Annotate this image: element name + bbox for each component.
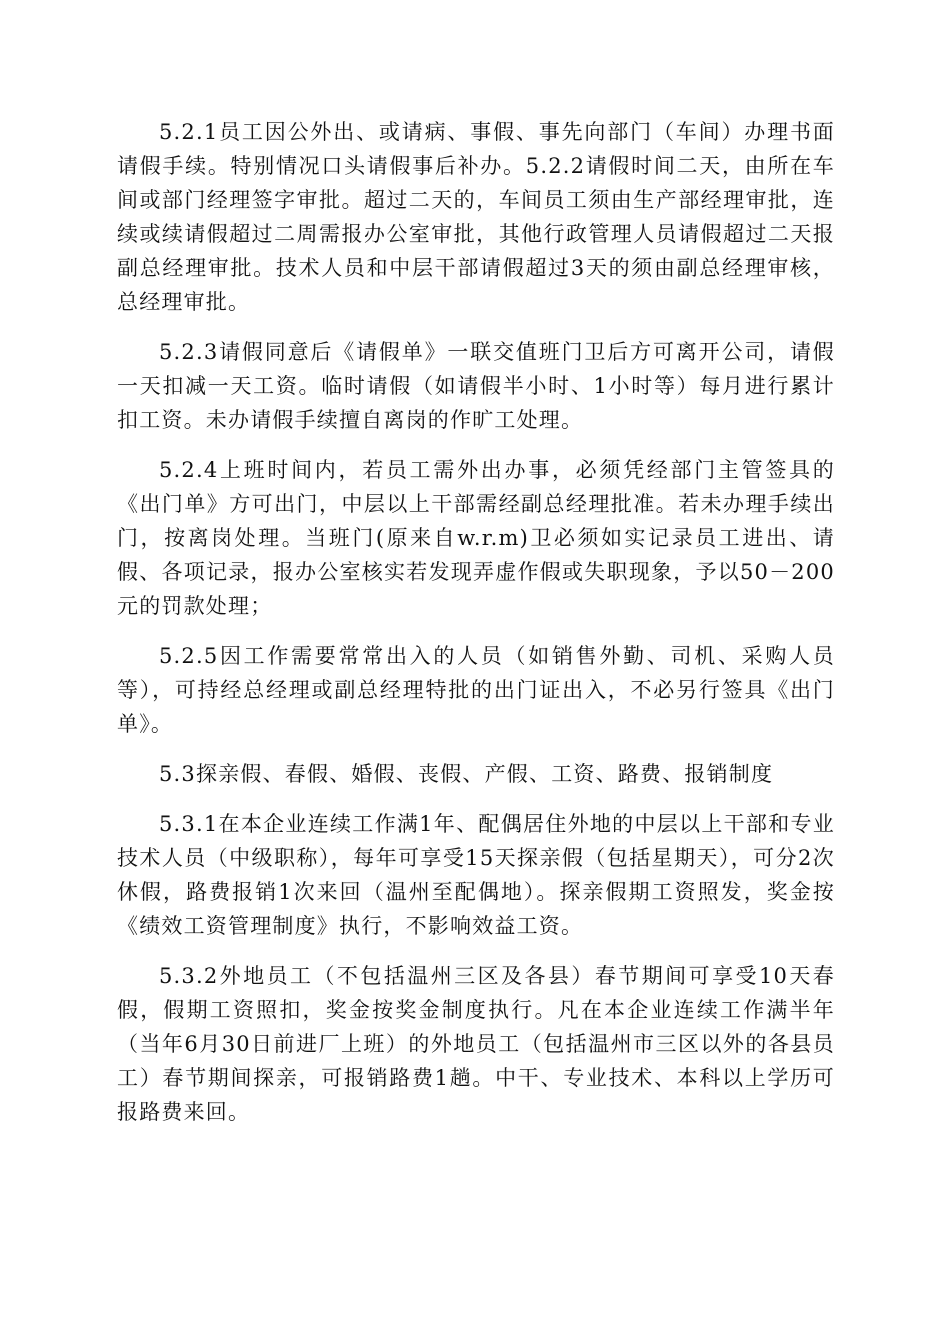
section-heading-5-3: 5.3探亲假、春假、婚假、丧假、产假、工资、路费、报销制度 (159, 762, 774, 786)
paragraph-5-2-5: 5.2.5因工作需要常常出入的人员（如销售外勤、司机、采购人员等），可持经总经理或副总经理特批的出门证出入，不必另行签具《出门单》。 (117, 644, 835, 736)
document-body (117, 115, 835, 1145)
paragraph-5-2-3: 5.2.3请假同意后《请假单》一联交值班门卫后方可离开公司，请假一天扣减一天工资。临时请假（如请假半小时、1小时等）每月进行累计扣工资。未办请假手续擅自离岗的作旷工处理。 (117, 340, 835, 432)
paragraph-5-2-1: 5.2.1员工因公外出、或请病、事假、事先向部门（车间）办理书面请假手续。特别情况口头请假事后补办。5.2.2请假时间二天，由所在车间或部门经理签字审批。超过二天的，车间员工须由生产部经理审批，连续或续请假超过二周需报办公室审批，其他行政管理人员请假超过二天报副总经理审批。技术人员和中层干部请假超过3天的须由副总经理审核，总经理审批。 (117, 120, 835, 314)
paragraph-5-3-1: 5.3.1在本企业连续工作满1年、配偶居住外地的中层以上干部和专业技术人员（中级职称），每年可享受15天探亲假（包括星期天），可分2次休假，路费报销1次来回（温州至配偶地）。探亲假期工资照发，奖金按《绩效工资管理制度》执行，不影响效益工资。 (117, 812, 835, 938)
paragraph-5-3-2: 5.3.2外地员工（不包括温州三区及各县）春节期间可享受10天春假，假期工资照扣，奖金按奖金制度执行。凡在本企业连续工作满半年（当年6月30日前进厂上班）的外地员工（包括温州市三区以外的各县员工）春节期间探亲，可报销路费1趟。中干、专业技术、本科以上学历可报路费来回。 (117, 964, 835, 1124)
paragraph-5-2-4: 5.2.4上班时间内，若员工需外出办事，必须凭经部门主管签具的《出门单》方可出门，中层以上干部需经副总经理批准。若未办理手续出门，按离岗处理。当班门(原来自w.r.m)卫必须如实记录员工进出、请假、各项记录，报办公室核实若发现弄虚作假或失职现象，予以50－200元的罚款处理； (117, 458, 835, 618)
